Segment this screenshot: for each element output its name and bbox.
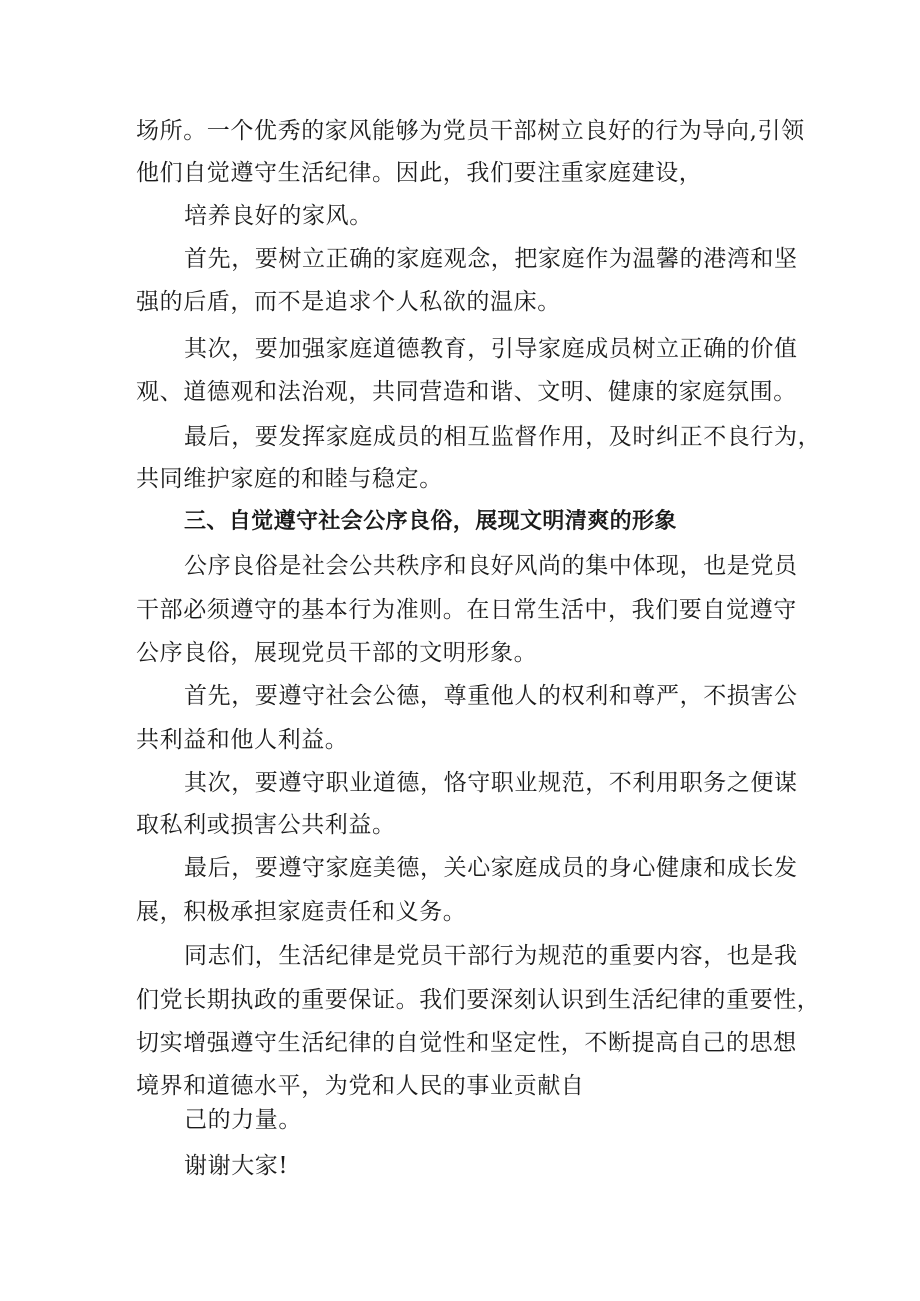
text-line: 培养良好的家风。 <box>184 203 373 229</box>
text-line: 最后，要遵守家庭美德，关心家庭成员的身心健康和成长发 <box>184 855 798 881</box>
text-line: 首先，要树立正确的家庭观念，把家庭作为温馨的港湾和坚 <box>184 246 798 272</box>
text-line: 强的后盾，而不是追求个人私欲的温床。 <box>136 289 561 315</box>
text-line: 共同维护家庭的和睦与稳定。 <box>136 466 443 492</box>
section-heading: 三、自觉遵守社会公序良俗，展现文明清爽的形象 <box>184 509 677 534</box>
text-line: 其次，要加强家庭道德教育，引导家庭成员树立正确的价值 <box>184 336 798 362</box>
text-line: 干部必须遵守的基本行为准则。在日常生活中，我们要自觉遵守 <box>136 597 797 623</box>
text-line: 他们自觉遵守生活纪律。因此，我们要注重家庭建设， <box>136 160 703 186</box>
text-line: 同志们，生活纪律是党员干部行为规范的重要内容，也是我 <box>184 943 798 969</box>
text-line: 己的力量。 <box>184 1107 302 1133</box>
text-line: 境界和道德水平，为党和人民的事业贡献自 <box>136 1073 585 1099</box>
text-line: 切实增强遵守生活纪律的自觉性和坚定性，不断提高自己的思想 <box>136 1030 797 1056</box>
text-line: 其次，要遵守职业道德，恪守职业规范，不利用职务之便谋 <box>184 770 798 796</box>
text-line: 首先，要遵守社会公德，尊重他人的权利和尊严，不损害公 <box>184 683 798 709</box>
closing-line: 谢谢大家! <box>184 1153 289 1179</box>
text-line: 公序良俗，展现党员干部的文明形象。 <box>136 640 538 666</box>
text-line: 观、道德观和法治观，共同营造和谐、文明、健康的家庭氛围。 <box>136 379 797 405</box>
text-line: 展，积极承担家庭责任和义务。 <box>136 899 467 925</box>
text-line: 公序良俗是社会公共秩序和良好风尚的集中体现，也是党员 <box>184 553 798 579</box>
text-line: 们党长期执政的重要保证。我们要深刻认识到生活纪律的重要性， <box>136 987 821 1013</box>
text-line: 共利益和他人利益。 <box>136 727 349 753</box>
text-line: 取私利或损害公共利益。 <box>136 812 396 838</box>
text-line: 最后，要发挥家庭成员的相互监督作用，及时纠正不良行为， <box>184 424 822 450</box>
text-line: 场所。一个优秀的家风能够为党员干部树立良好的行为导向,引领 <box>136 118 805 144</box>
